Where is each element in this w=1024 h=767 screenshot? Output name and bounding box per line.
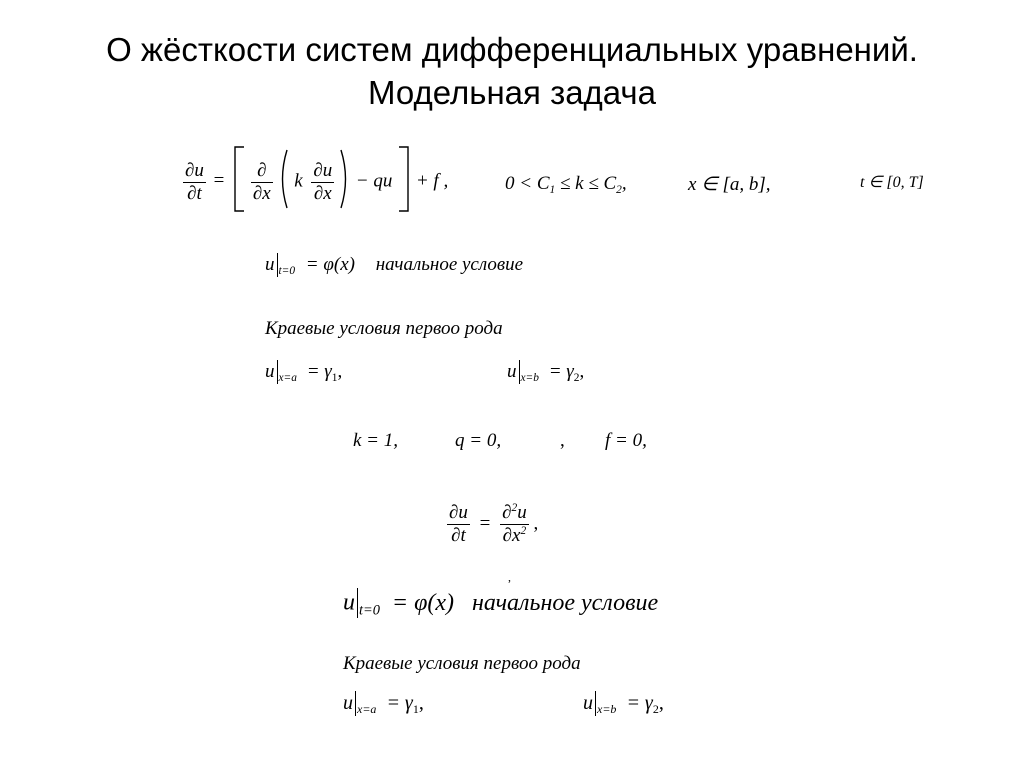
slide-title (0, 28, 1024, 114)
left-bracket (232, 145, 246, 219)
comma: , (533, 512, 539, 534)
var-k: k (294, 170, 303, 192)
t-domain: t ∈ [0, T] (860, 174, 924, 191)
gamma-2: = γ (548, 361, 574, 383)
gamma-1: = γ (386, 692, 413, 714)
pde-equation (183, 145, 448, 219)
partial-symbol: ∂ (185, 159, 195, 181)
title-line-2: Модельная задача (368, 74, 656, 111)
partial-x: ∂x (502, 525, 521, 546)
t0-subscript: t=0 (278, 265, 296, 278)
var-u: u (343, 692, 353, 714)
comma: , (337, 361, 343, 383)
x-domain: x ∈ [a, b], (688, 174, 771, 195)
param-q: q = 0, (455, 430, 502, 451)
param-f: f = 0, (605, 430, 647, 451)
gamma-subscript: 2 (573, 372, 580, 385)
eval-bar (277, 253, 278, 277)
var-u: u (517, 502, 527, 523)
du-dt-fraction (183, 160, 206, 205)
power-2: 2 (511, 502, 518, 515)
du-dx-fraction (311, 160, 334, 205)
partial-symbol: ∂ (451, 525, 461, 546)
comma: , (418, 692, 424, 714)
var-u: u (583, 692, 593, 714)
phi-x: = φ(x) (391, 589, 455, 616)
eval-bar (357, 588, 358, 618)
minus-qu-term: − qu (355, 170, 393, 192)
c1-subscript: 1 (549, 183, 556, 196)
initial-condition-label: начальное условие (472, 589, 659, 616)
k-bounds-part2: ≤ k ≤ C (555, 173, 617, 194)
var-u: u (322, 159, 333, 181)
boundary-heading-1: Краевые условия первоо рода (265, 318, 503, 339)
plus-f-term: + f , (415, 170, 449, 192)
var-u: u (265, 361, 275, 383)
gamma-subscript: 2 (652, 702, 659, 717)
gamma-2: = γ (626, 692, 653, 714)
partial-symbol: ∂ (313, 159, 323, 181)
d2u-dx2-fraction (500, 502, 529, 547)
equals-sign: = (479, 512, 491, 534)
boundary-heading-2: Краевые условия первоо рода (343, 653, 581, 674)
var-t: t (196, 182, 202, 204)
eval-bar (595, 691, 596, 716)
comma: , (658, 692, 664, 714)
equals-sign: = (213, 170, 225, 192)
title-line-1: О жёсткости систем дифференциальных уравнений. (106, 31, 918, 68)
partial-symbol: ∂ (313, 182, 324, 204)
heat-equation (447, 502, 538, 547)
var-t: t (460, 525, 466, 546)
left-paren (277, 148, 289, 216)
phi-x: = φ(x) (305, 254, 355, 276)
gamma-1: = γ (306, 361, 332, 383)
xa-subscript: x=a (278, 372, 297, 385)
var-u: u (458, 502, 468, 523)
var-u: u (265, 254, 275, 276)
param-k: k = 1, (353, 430, 399, 451)
initial-condition-2 (343, 588, 658, 620)
k-bounds (505, 173, 627, 196)
d-dx-fraction (251, 160, 273, 205)
var-u: u (194, 159, 204, 181)
param-comma: , (560, 430, 565, 451)
stray-comma: , (508, 570, 511, 584)
var-x: x (262, 182, 271, 204)
initial-condition-label: начальное условие (375, 254, 524, 276)
partial-symbol: ∂ (257, 159, 267, 181)
var-u: u (507, 361, 517, 383)
gamma-subscript: 1 (412, 702, 419, 717)
k-bounds-part1: 0 < C (505, 173, 550, 194)
partial-symbol: ∂ (252, 182, 263, 204)
boundary-left-1 (265, 360, 342, 384)
right-bracket (397, 145, 411, 219)
xb-subscript: x=b (520, 372, 539, 385)
k-bounds-comma: , (621, 173, 627, 194)
power-2: 2 (520, 525, 527, 538)
t0-subscript: t=0 (359, 602, 380, 619)
gamma-subscript: 1 (331, 372, 338, 385)
var-x: x (323, 182, 332, 204)
du-dt-fraction (447, 502, 470, 547)
partial-symbol: ∂ (449, 502, 459, 523)
xa-subscript: x=a (357, 702, 377, 717)
eval-bar (355, 691, 356, 716)
eval-bar (519, 360, 520, 384)
right-paren (339, 148, 351, 216)
var-u: u (343, 589, 355, 616)
comma: , (579, 361, 585, 383)
partial-symbol: ∂ (187, 182, 197, 204)
xb-subscript: x=b (597, 702, 617, 717)
boundary-left-2 (343, 691, 424, 717)
c2-subscript: 2 (616, 183, 622, 196)
boundary-right-2 (583, 691, 664, 717)
boundary-right-1 (507, 360, 584, 384)
partial-symbol: ∂ (502, 502, 512, 523)
initial-condition-1 (265, 253, 523, 277)
eval-bar (277, 360, 278, 384)
